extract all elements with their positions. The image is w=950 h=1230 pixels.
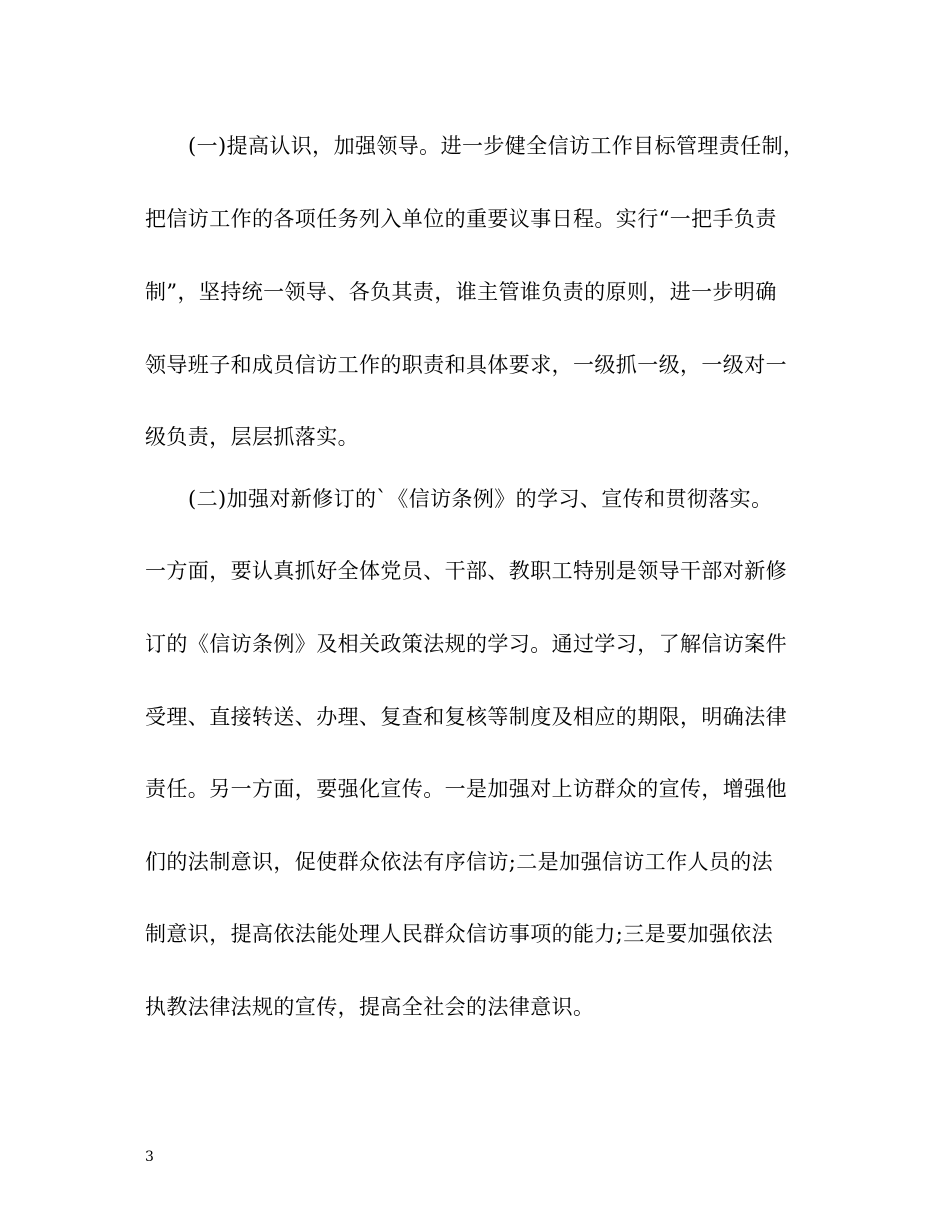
paragraph-1-line-4: 领导班子和成员信访工作的职责和具体要求，一级抓一级，一级对一 [145,353,787,377]
paragraph-1-line-2: 把信访工作的各项任务列入单位的重要议事日程。实行“一把手负责 [145,207,777,231]
paragraph-2-line-2: 一方面，要认真抓好全体党员、干部、教职工特别是领导干部对新修 [145,559,787,583]
paragraph-1-line-1: (一)提高认识，加强领导。进一步健全信访工作目标管理责任制， [188,134,805,158]
paragraph-2-line-8: 执教法律法规的宣传，提高全社会的法律意识。 [145,995,595,1019]
paragraph-2-line-3: 订的《信访条例》及相关政策法规的学习。通过学习，了解信访案件 [145,632,787,656]
paragraph-1-line-3: 制”，坚持统一领导、各负其责，谁主管谁负责的原则，进一步明确 [145,280,777,304]
page-number: 3 [145,1149,154,1165]
paragraph-2-line-5: 责任。另一方面，要强化宣传。一是加强对上访群众的宣传，增强他 [145,777,787,801]
paragraph-2-line-4: 受理、直接转送、办理、复查和复核等制度及相应的期限，明确法律 [145,705,787,729]
paragraph-2-line-1: (二)加强对新修订的`《信访条例》的学习、宣传和贯彻落实。 [188,487,773,511]
paragraph-2-line-7: 制意识，提高依法能处理人民群众信访事项的能力;三是要加强依法 [145,922,774,946]
paragraph-2-line-6: 们的法制意识，促使群众依法有序信访;二是加强信访工作人员的法 [145,850,774,874]
paragraph-1-line-5: 级负责，层层抓落实。 [145,425,359,449]
